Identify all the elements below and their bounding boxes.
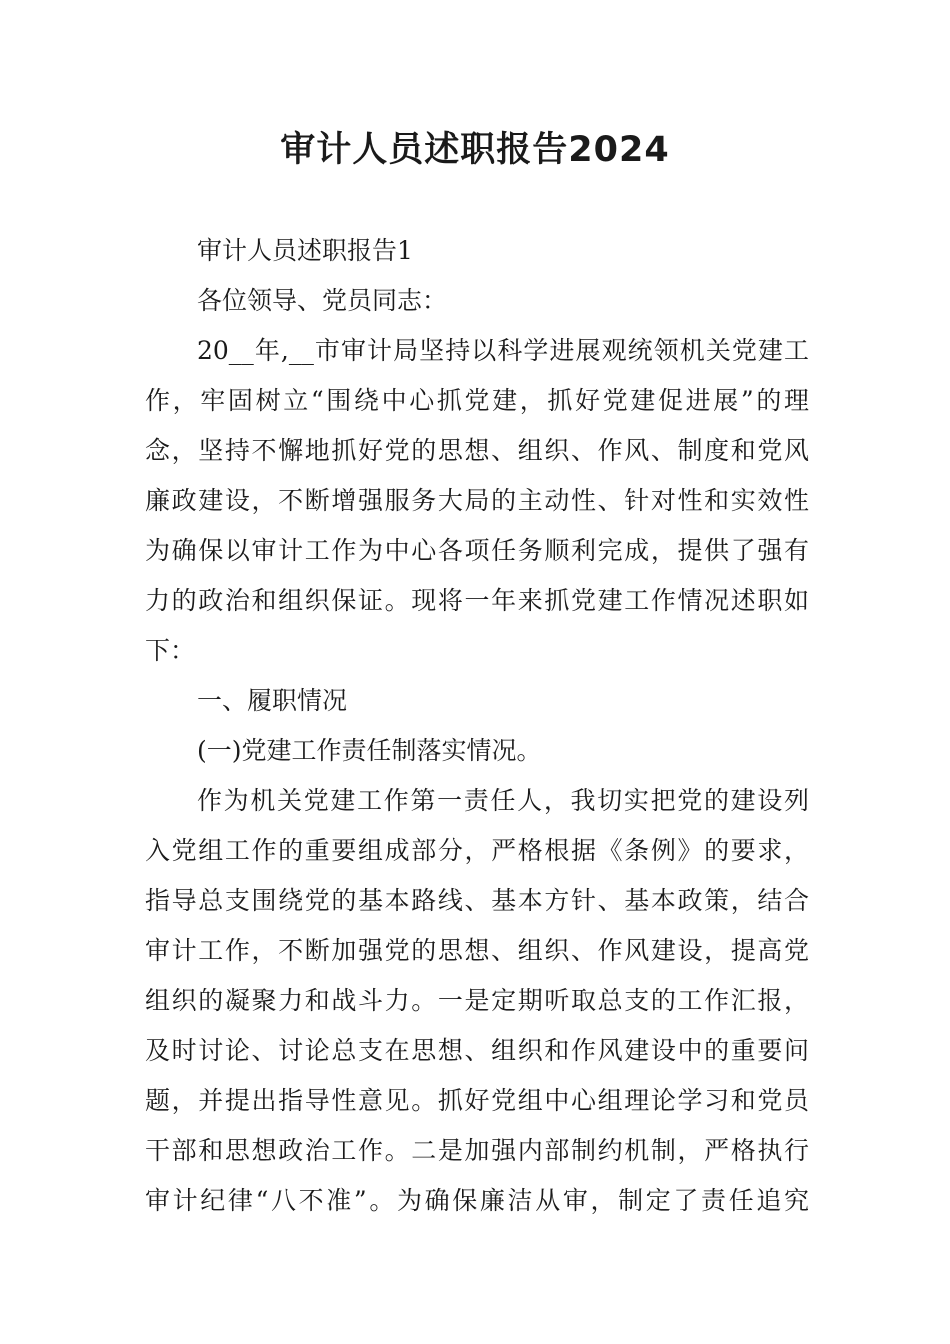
paragraph-line: 为确保以审计工作为中心各项任务顺利完成，提供了强有	[145, 536, 809, 565]
paragraph-line: 廉政建设，不断增强服务大局的主动性、针对性和实效性	[145, 486, 809, 515]
paragraph-line: 审计人员述职报告1	[197, 236, 413, 265]
paragraph-line: 下：	[145, 636, 196, 665]
paragraph-line: 审计工作，不断加强党的思想、组织、作风建设，提高党	[145, 936, 809, 965]
paragraph-line: 审计纪律“八不准”。为确保廉洁从审，制定了责任追究	[145, 1186, 809, 1215]
paragraph-line: 题，并提出指导性意见。抓好党组中心组理论学习和党员	[145, 1086, 809, 1115]
document-body	[145, 226, 809, 1226]
paragraph-line: 及时讨论、讨论总支在思想、组织和作风建设中的重要问	[145, 1036, 809, 1065]
paragraph-line: 念，坚持不懈地抓好党的思想、组织、作风、制度和党风	[145, 436, 809, 465]
paragraph-line: 20__年,__市审计局坚持以科学进展观统领机关党建工	[197, 336, 809, 365]
paragraph-line: 干部和思想政治工作。二是加强内部制约机制，严格执行	[145, 1136, 809, 1165]
paragraph-line: 力的政治和组织保证。现将一年来抓党建工作情况述职如	[145, 586, 809, 615]
paragraph-line: 组织的凝聚力和战斗力。一是定期听取总支的工作汇报，	[145, 986, 809, 1015]
paragraph-line: 各位领导、党员同志：	[197, 286, 448, 315]
paragraph-line: 指导总支围绕党的基本路线、基本方针、基本政策，结合	[145, 886, 809, 915]
paragraph-line: 作为机关党建工作第一责任人，我切实把党的建设列	[197, 786, 809, 815]
document-title: 审计人员述职报告2024	[280, 130, 670, 170]
paragraph-line: 作，牢固树立“围绕中心抓党建，抓好党建促进展”的理	[145, 386, 809, 415]
paragraph-line: 入党组工作的重要组成部分，严格根据《条例》的要求，	[145, 836, 809, 865]
paragraph-line: 一、履职情况	[197, 686, 348, 715]
paragraph-line: (一)党建工作责任制落实情况。	[197, 736, 542, 765]
